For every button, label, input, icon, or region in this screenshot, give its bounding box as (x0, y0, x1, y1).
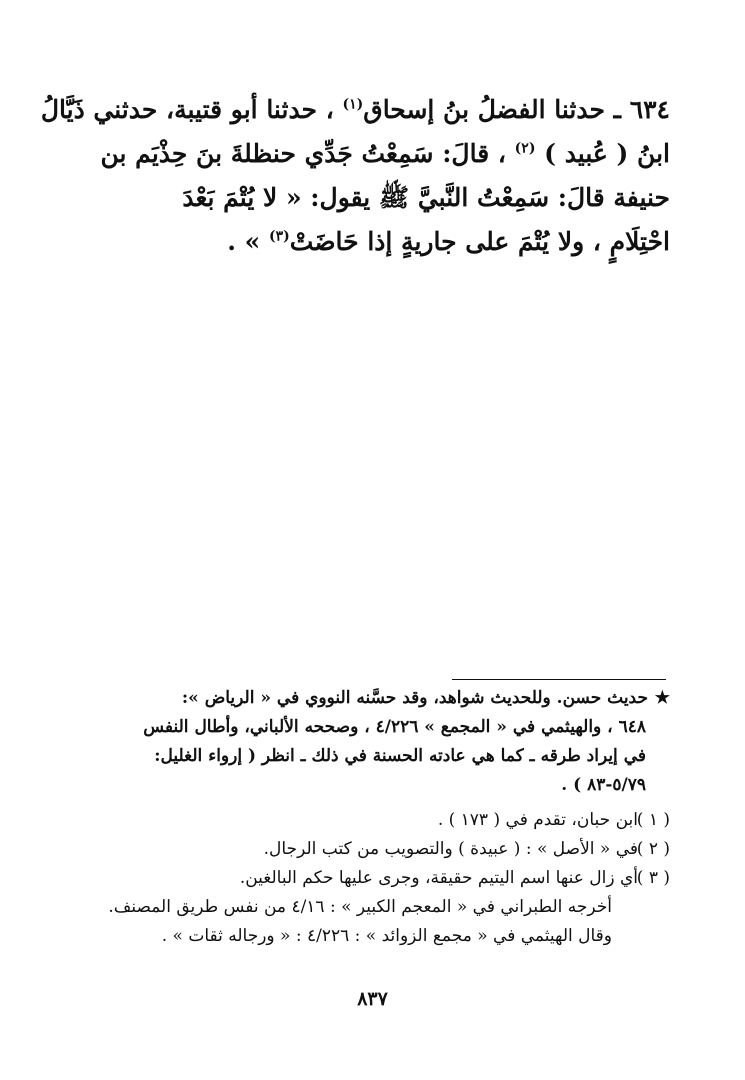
footnote-ref: (٢) (514, 140, 536, 157)
page-number: ٨٣٧ (357, 988, 388, 1010)
hadith-line: احْتِلَامٍ ، ولا يُتْمَ على جاريةٍ إذا حَاضَتْ$^{(٣)}$ » . (227, 227, 670, 256)
footnote-ref: (٣) (269, 228, 290, 245)
footnote-item (78, 864, 670, 893)
footnote-item (78, 835, 670, 864)
hadith-line: ابنُ ( عُبيد ) $^{(٢)}$ ، قالَ: سَمِعْتُ جَدِّي حنظلةَ بنَ حِذْيَم بن (100, 139, 670, 168)
footnote-number: ( ١ ) (636, 810, 670, 830)
footnote-number: ( ٣ ) (636, 868, 670, 888)
footnotes (78, 806, 670, 951)
footnote-text: في « الأصل » : ( عبيدة ) والتصويب من كتب الرجال. (263, 839, 638, 859)
star-icon: ★ (654, 688, 670, 708)
footnote-item (78, 806, 670, 835)
takhrij-line: في إيراد طرقه ـ كما هي عادته الحسنة في ذلك ـ انظر ( إرواء الغليل: (154, 746, 646, 766)
footnote-text: ابن حبان، تقدم في ( ١٧٣ ) . (437, 810, 638, 830)
footnote-ref: (١) (342, 96, 364, 113)
takhrij-note (78, 684, 670, 800)
hadith-text (40, 88, 670, 264)
footnote-number: ( ٢ ) (636, 839, 670, 859)
takhrij-line: ٦٤٨ ، والهيثمي في « المجمع » ٤/٢٢٦ ، وصححه الألباني، وأطال النفس (143, 717, 646, 737)
footnote-divider (452, 679, 666, 680)
footnote-subnote: أخرجه الطبراني في « المعجم الكبير » : ٤/١٦ من نفس طريق المصنف. (108, 897, 612, 917)
hadith-line: ٦٣٤ ـ حدثنا الفضلُ بنُ إسحاق$^{(١)}$ ، حدثنا أبو قتيبة، حدثني ذَيَّالُ (40, 95, 670, 124)
footnote-text: أي زال عنها اسم اليتيم حقيقة، وجرى عليها حكم البالغين. (239, 868, 638, 888)
takhrij-line: ★حديث حسن. وللحديث شواهد، وقد حسَّنه النووي في « الرياض »: (78, 684, 670, 713)
footnote-subnote: وقال الهيثمي في « مجمع الزوائد » : ٤/٢٢٦ : « ورجاله ثقات » . (161, 926, 612, 946)
hadith-line: حنيفة قالَ: سَمِعْتُ النَّبيَّ ﷺ يقول: « لا يُتْمَ بَعْدَ (182, 183, 670, 212)
takhrij-line: ٥/٧٩-٨٣ ) . (561, 775, 646, 795)
